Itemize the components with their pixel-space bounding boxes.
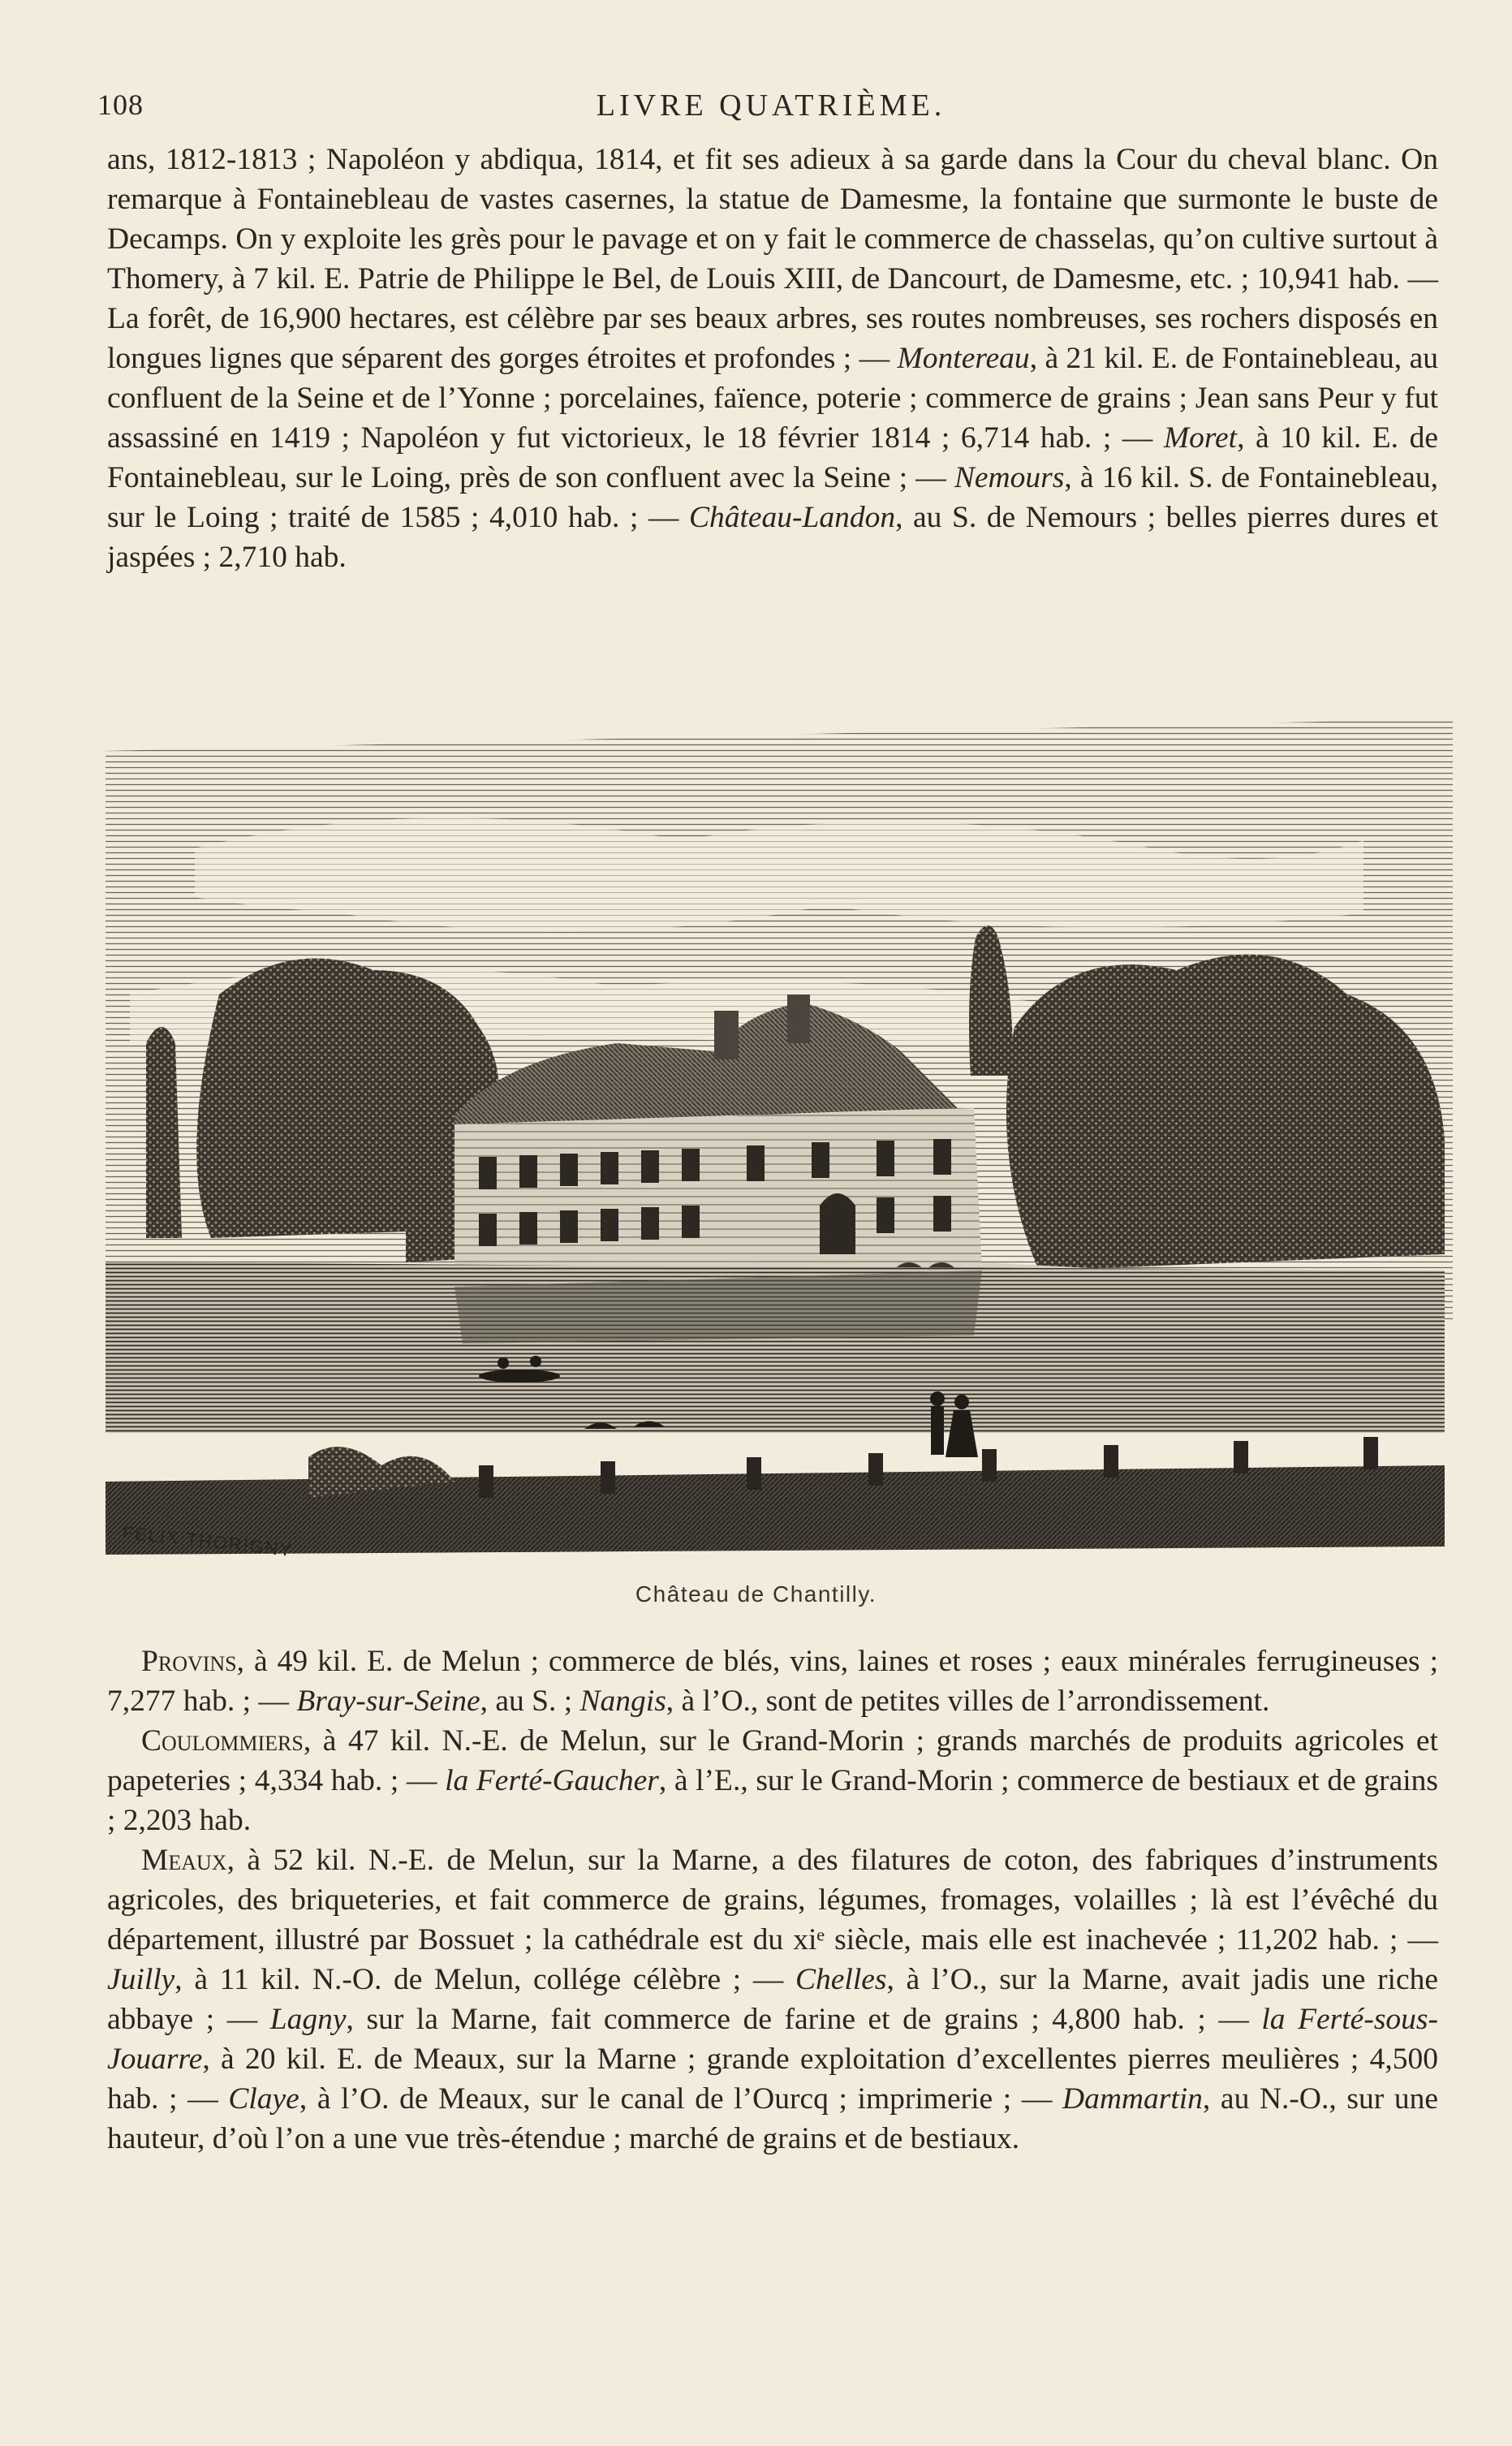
place-name: Nangis: [579, 1685, 666, 1718]
text-run: , à l’O., sur la Marne, avait jadis une riche abbaye ; —: [107, 1963, 1439, 2036]
text-run: , à 21 kil. E. de Fontainebleau, au confluent de la Seine et de l’Yonne ; porcelaines, faïence, poterie ; commerce de grains ; Jean sans Peur y fut assassiné en 1419 ; Napoléon y fut victorieux, le 18 février 1814 ; 6,714 hab. ; —: [107, 342, 1438, 455]
paragraph-coulommiers: [107, 1721, 1438, 1840]
place-name: Juilly: [107, 1963, 175, 1996]
text-run: ans, 1812-1813 ; Napoléon y abdiqua, 1814, et fit ses adieux à sa garde dans la Cour du cheval blanc. On remarque à Fontainebleau de vastes casernes, la statue de Damesme, la fontaine que surmonte le buste de Decamps. On y exploite les grès pour le pavage et on y fait le commerce de chasselas, qu’on cultive surtout à Thomery, à 7 kil. E. Patrie de Philippe le Bel, de Louis XIII, de Dancourt, de Damesme, etc. ; 10,941 hab. — La forêt, de 16,900 hectares, est célèbre par ses beaux arbres, ses routes nombreuses, ses rochers disposés en longues lignes que séparent des gorges étroites et profondes ; —: [107, 143, 1438, 375]
place-name: la Ferté-Gaucher: [445, 1764, 659, 1797]
paragraph-provins: [107, 1641, 1438, 1721]
place-name: Nemours: [954, 461, 1065, 494]
text-run: , à 10 kil. E. de Fontainebleau, sur le Loing, près de son confluent avec la Seine ; —: [107, 421, 1438, 494]
text-run: , à l’O., sont de petites villes de l’arrondissement.: [666, 1685, 1270, 1718]
chimney: [787, 994, 810, 1043]
arrondissement-name: Provins: [141, 1645, 237, 1678]
boater: [530, 1356, 541, 1367]
running-title: LIVRE QUATRIÈME.: [596, 88, 946, 123]
chateau-facade: [454, 1108, 982, 1287]
rowing-boat: [479, 1370, 560, 1383]
text-run: , à l’O. de Meaux, sur le canal de l’Ourcq ; imprimerie ; —: [299, 2082, 1062, 2116]
page-header: [97, 88, 1445, 136]
top-text-block: [107, 140, 1438, 577]
text-run: , sur la Marne, fait commerce de farine et de grains ; 4,800 hab. ; —: [346, 2003, 1262, 2036]
paragraph-meaux: [107, 1840, 1438, 2159]
text-run: , au S. de Nemours ; belles pierres dures et jaspées ; 2,710 hab.: [107, 501, 1438, 574]
arrondissement-name: Meaux: [141, 1844, 227, 1877]
engraving-figure: [97, 702, 1461, 1563]
place-name: Moret: [1163, 421, 1238, 455]
arrondissement-name: Coulommiers: [141, 1724, 304, 1758]
text-run: , à l’E., sur le Grand-Morin ; commerce de bestiaux et de grains ; 2,203 hab.: [107, 1764, 1439, 1837]
text-run: , au N.-O., sur une hauteur, d’où l’on a une vue très-étendue ; marché de grains et de bestiaux.: [107, 2082, 1438, 2155]
boater: [498, 1357, 509, 1369]
place-name: Claye: [228, 2082, 299, 2116]
text-run: , au S. ;: [480, 1685, 580, 1718]
engraver-signature: FELIX.THORIGNY: [121, 1522, 295, 1561]
text-run: , à 49 kil. E. de Melun ; commerce de blés, vins, laines et roses ; eaux minérales ferrugineuses ; 7,277 hab. ; —: [107, 1645, 1438, 1718]
place-name: la Ferté-sous-Jouarre: [107, 2003, 1438, 2076]
text-run: , à 47 kil. N.-E. de Melun, sur le Grand-Morin ; grands marchés de produits agricoles et papeteries ; 4,334 hab. ; —: [107, 1724, 1438, 1797]
body-text-block: [107, 1641, 1438, 2159]
text-run: , à 52 kil. N.-E. de Melun, sur la Marne, a des filatures de coton, des fabriques d’instruments agricoles, des briqueteries, et fait commerce de grains, légumes, fromages, volailles ; là est l’évêché du département, illustré par Bossuet ; la cathédrale est du xiᵉ siècle, mais elle est inachevée ; 11,202 hab. ; —: [107, 1844, 1438, 1956]
place-name: Bray-sur-Seine: [296, 1685, 480, 1718]
figure-caption: Château de Chantilly.: [635, 1581, 877, 1607]
place-name: Lagny: [269, 2003, 347, 2036]
text-run: , à 11 kil. N.-O. de Melun, collége célèbre ; —: [174, 1963, 796, 1996]
place-name: Château-Landon: [688, 501, 896, 534]
place-name: Dammartin: [1062, 2082, 1203, 2116]
chateau-engraving: [97, 702, 1461, 1563]
chimney: [714, 1011, 739, 1059]
top-paragraph: [107, 140, 1438, 577]
page-number: 108: [97, 88, 144, 121]
place-name: Montereau: [897, 342, 1030, 375]
text-run: , à 20 kil. E. de Meaux, sur la Marne ; grande exploitation d’excellentes pierres meulières ; 4,500 hab. ; —: [107, 2043, 1438, 2116]
place-name: Chelles: [795, 1963, 887, 1996]
text-run: , à 16 kil. S. de Fontainebleau, sur le Loing ; traité de 1585 ; 4,010 hab. ; —: [107, 461, 1438, 534]
